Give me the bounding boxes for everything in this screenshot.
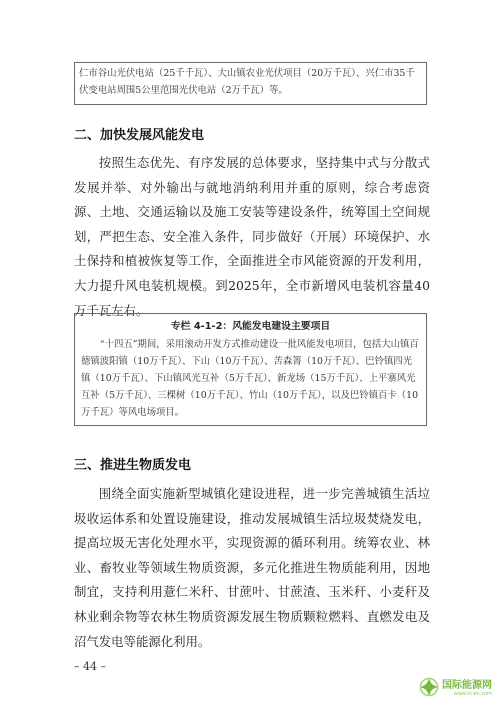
page-number: – 44 – bbox=[74, 660, 106, 673]
energy-logo-icon bbox=[419, 677, 439, 701]
project-box-wind bbox=[74, 313, 427, 426]
watermark-title: 国际能源网 bbox=[442, 680, 492, 691]
project-box-wind-title: 专栏 4-1-2：风能发电建设主要项目 bbox=[170, 321, 331, 332]
watermark-url: www.in-en.com bbox=[453, 691, 492, 697]
project-box-solar-text: 仁市谷山光伏电站（25千千瓦）、大山镇农业光伏项目（20万千瓦）、兴仁市35千伏变电站周围5公里范围光伏电站（2万千瓦）等。 bbox=[79, 68, 415, 96]
project-box-solar bbox=[74, 62, 427, 105]
wind-paragraph: 按照生态优先、有序发展的总体要求，坚持集中式与分散式发展并举、对外输出与就地消纳利用并重的原则，综合考虑资源、土地、交通运输以及施工安装等建设条件，统筹国土空间规划，严把生态、安全准入条件，同步做好（开展）环境保护、水土保持和植被恢复等工作，全面推进全市风能资源的开发利用，大力提升风电装机规模。到2025年，全市新增风电装机容量40万千瓦左右。 bbox=[74, 155, 430, 318]
section-heading-biomass: 三、推进生物质发电 bbox=[74, 458, 192, 473]
biomass-paragraph: 围绕全面实施新型城镇化建设进程，进一步完善城镇生活垃圾收运体系和处置设施建设，推动发展城镇生活垃圾焚烧发电，提高垃圾无害化处理水平，实现资源的循环利用。统筹农业、林业、畜牧业等领域生物质资源，多元化推进生物质能利用，因地制宜，支持利用薏仁米秆、甘蔗叶、甘蔗渣、玉米秆、小麦秆及林业剩余物等农林生物质资源发展生物质颗粒燃料、直燃发电及沼气发电等能源化利用。 bbox=[74, 486, 430, 649]
watermark bbox=[419, 677, 492, 701]
project-box-wind-text: “十四五”期间，采用滚动开发方式推动建设一批风能发电项目，包括大山镇百德镇波阳镇（10万千瓦）、下山（10万千瓦）、苦森箐（10万千瓦）、巴铃镇四光镇（10万千瓦）、下山镇风光互补（5万千瓦）、新龙场（15万千瓦）、上平寨风光互补（5万千瓦）、三棵树（10万千瓦）、竹山（10万千瓦），以及巴铃镇百卡（10万千瓦）等风电场项目。 bbox=[81, 339, 419, 418]
section-heading-wind: 二、加快发展风能发电 bbox=[74, 128, 205, 143]
